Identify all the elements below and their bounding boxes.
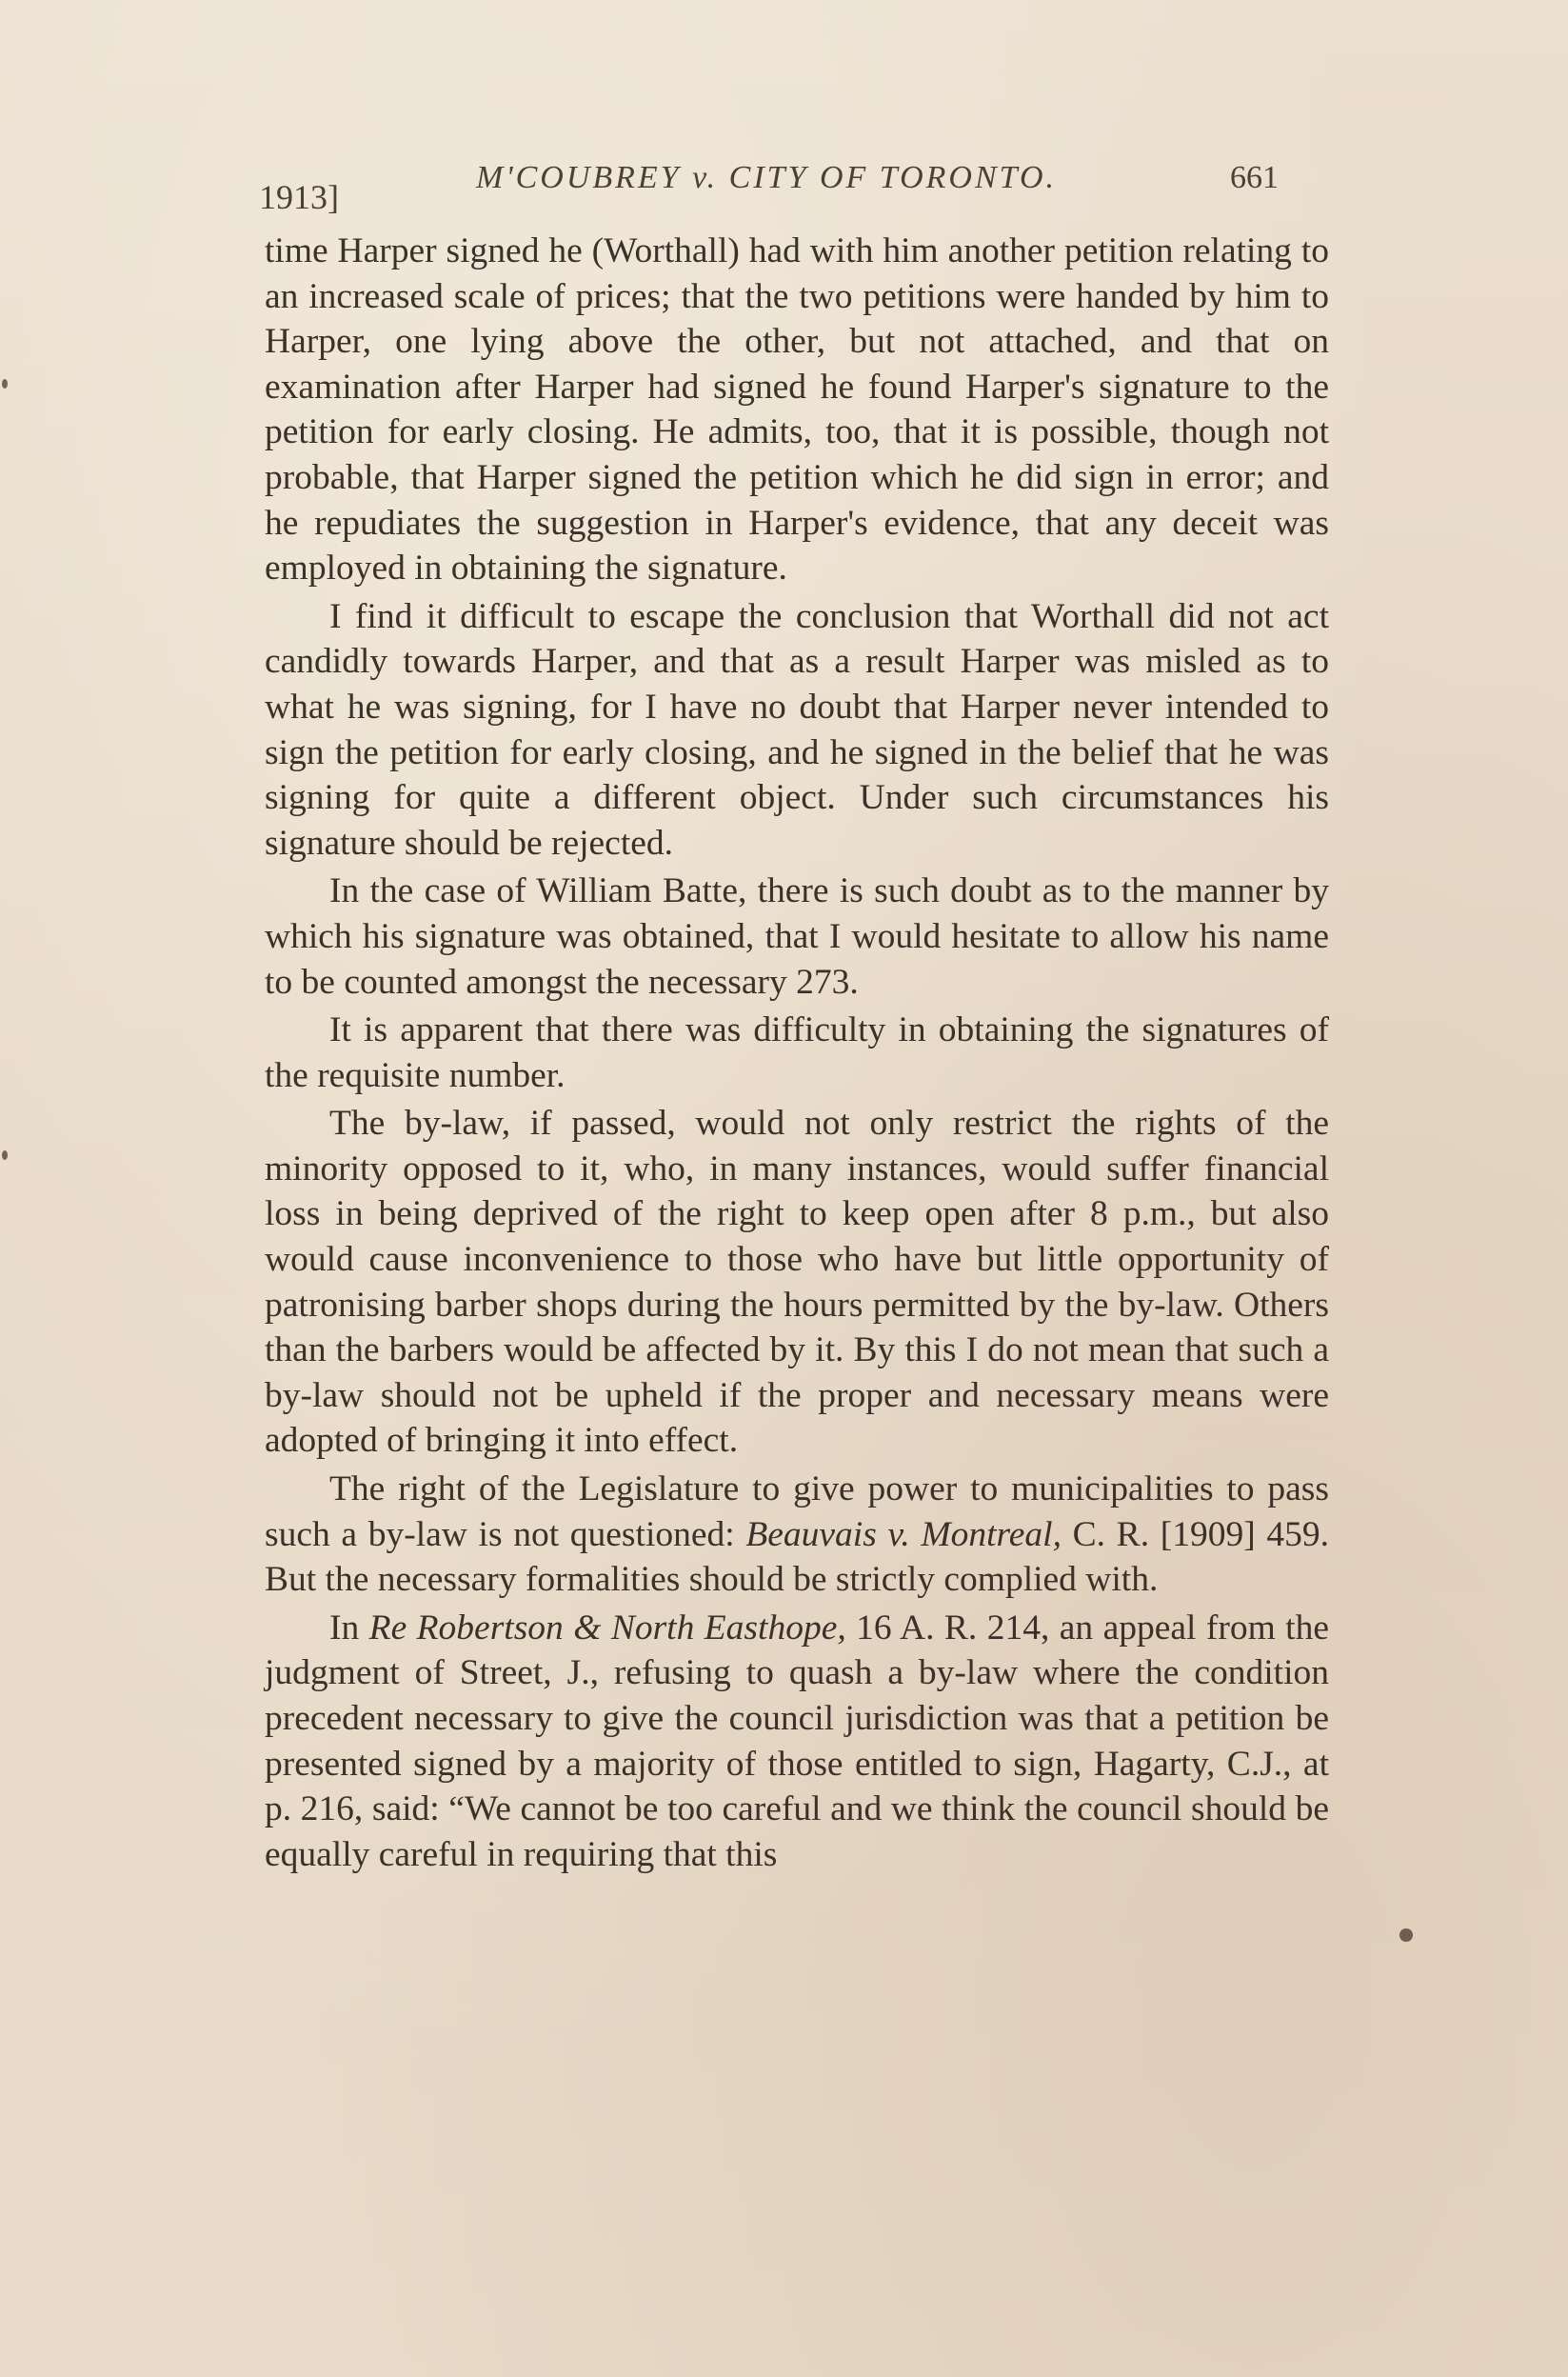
paper-speck	[1399, 1928, 1413, 1942]
paragraph-6	[265, 1467, 1329, 1603]
header-title: M'COUBREY v. CITY OF TORONTO.	[476, 160, 1057, 195]
paragraph-7-text-before: In	[329, 1608, 369, 1648]
paragraph-7	[265, 1606, 1329, 1878]
header-year: 1913]	[259, 178, 339, 216]
paragraph-6-text-after: C. R. [1909] 459. But the necessary formalities should be strictly complied with.	[265, 1514, 1330, 1600]
paragraph-3: In the case of William Batte, there is such doubt as to the manner by which his signature was obtained, that I would hesitate to allow his name to be counted amongst the necessary 273.	[265, 871, 1329, 1002]
paragraph-1: time Harper signed he (Worthall) had with him another petition relating to an increased scale of prices; that the two petitions were handed by him to Harper, one lying above the other, but not attached, and that on examination after Harper had signed he found Harper's signature to the petition for early closing. He admits, too, that it is possible, though not probable, that Harper signed the petition which he did sign in error; and he repudiates the suggestion in Harper's evidence, that any deceit was employed in obtaining the signature.	[265, 231, 1329, 589]
body-text	[265, 229, 1329, 1877]
paper-speck	[2, 1150, 8, 1160]
paragraph-5: The by-law, if passed, would not only restrict the rights of the minority opposed to it, who, in many instances, would suffer financial loss in being deprived of the right to keep open after 8 p.m., but also would cause inconvenience to those who have but little opportunity of patronising barber shops during the hours permitted by the by-law. Others than the barbers would be affected by it. By this I do not mean that such a by-law should not be upheld if the proper and necessary means were adopted of bringing it into effect.	[265, 1104, 1329, 1461]
paragraph-7-text-after: 16 A. R. 214, an appeal from the judgment of Street, J., refusing to quash a by-law where the condition precedent necessary to give the council jurisdiction was that a petition be presented signed by a majority of those entitled to sign, Hagarty, C.J., at p. 216, said: “We cannot be too careful and we think the council should be equally careful in requiring that this	[265, 1608, 1329, 1874]
paragraph-6-text-before: The right of the Legislature to give power to municipalities to pass such a by-law is not questioned:	[265, 1469, 1329, 1554]
case-citation: Beauvais v. Montreal,	[745, 1514, 1062, 1554]
paragraph-4: It is apparent that there was difficulty in obtaining the signatures of the requisite number.	[265, 1010, 1329, 1095]
paragraph-2: I find it difficult to escape the conclusion that Worthall did not act candidly towards Harper, and that as a result Harper was misled as to what he was signing, for I have no doubt that Harper never intended to sign the petition for early closing, and he signed in the belief that he was signing for quite a different object. Under such circumstances his signature should be rejected.	[265, 596, 1329, 863]
case-citation: Re Robertson & North Easthope,	[368, 1608, 846, 1648]
running-header	[259, 160, 1297, 216]
paper-speck	[2, 379, 8, 389]
page-number: 661	[1230, 160, 1279, 195]
